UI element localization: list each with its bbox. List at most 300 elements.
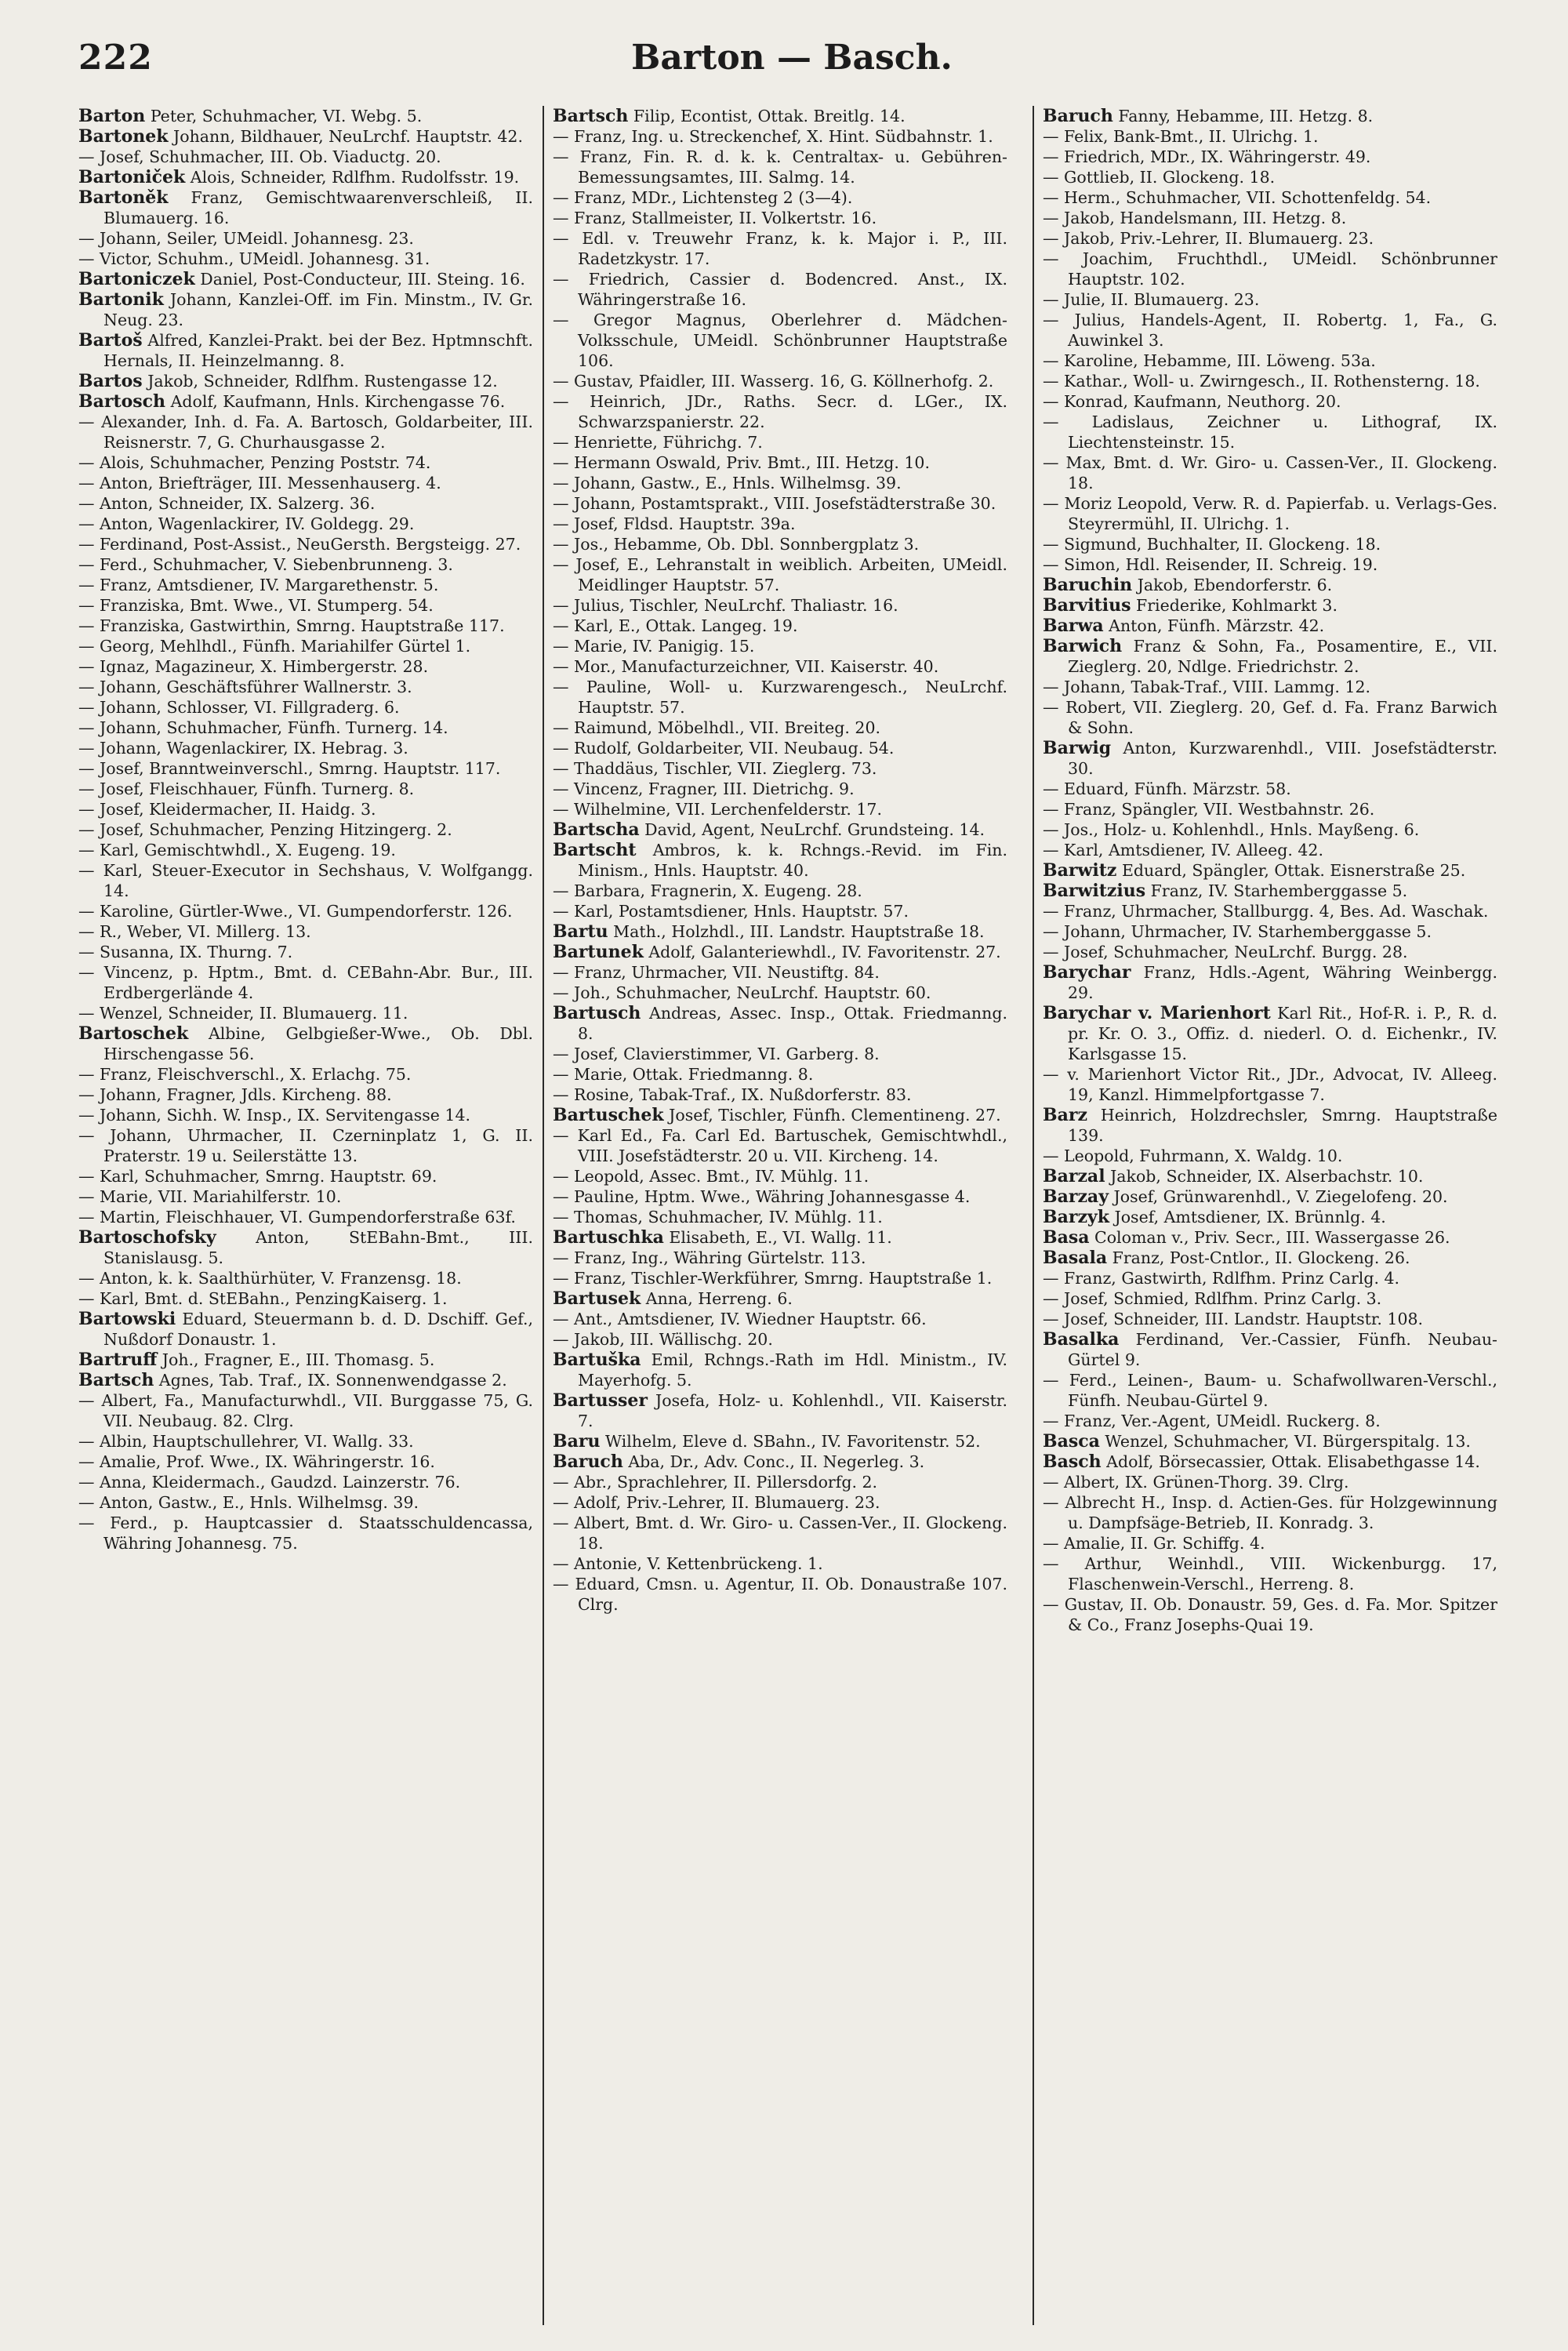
entry-details: Anton, Schneider, IX. Salzerg. 36.	[100, 494, 376, 513]
entry-details: Marie, VII. Mariahilferstr. 10.	[100, 1187, 342, 1206]
entry-dash: —	[78, 494, 100, 513]
entry-details: Franziska, Bmt. Wwe., VI. Stumperg. 54.	[100, 596, 434, 615]
entry-details: Josef, Kleidermacher, II. Haidg. 3.	[100, 800, 376, 819]
entry-dash: —	[1043, 1269, 1065, 1288]
entry-details: Arthur, Weinhdl., VIII. Wickenburgg. 17, Flaschenwein-Verschl., Herreng. 8.	[1068, 1554, 1497, 1593]
entry-dash: —	[78, 229, 100, 248]
directory-entry	[1043, 840, 1497, 860]
directory-entry	[78, 1513, 533, 1553]
entry-details: Marie, Ottak. Friedmanng. 8.	[574, 1065, 814, 1084]
entry-details: Friederike, Kohlmarkt 3.	[1136, 596, 1338, 615]
entry-details: Antonie, V. Kettenbrückeng. 1.	[574, 1554, 823, 1573]
column-2	[553, 106, 1007, 2325]
directory-entry	[78, 1085, 533, 1105]
entry-surname: Basch	[1043, 1452, 1102, 1472]
entry-details: Aba, Dr., Adv. Conc., II. Negerleg. 3.	[628, 1452, 925, 1471]
directory-entry	[553, 1431, 1007, 1452]
entry-details: Herm., Schuhmacher, VII. Schottenfeldg. 54.	[1064, 188, 1432, 207]
entry-details: Ferd., Leinen-, Baum- u. Schafwollwaren-Verschl., Fünfh. Neubau-Gürtel 9.	[1068, 1371, 1497, 1410]
directory-entry	[553, 452, 1007, 473]
entry-details: Karl, E., Ottak. Langeg. 19.	[574, 616, 798, 635]
entry-surname: Basalka	[1043, 1329, 1120, 1350]
entry-details: Franz, Spängler, VII. Westbahnstr. 26.	[1064, 800, 1375, 819]
directory-entry	[553, 819, 1007, 840]
entry-dash: —	[553, 657, 575, 676]
directory-entry	[78, 1370, 533, 1390]
entry-details: Alois, Schneider, Rdlfhm. Rudolfsstr. 19.	[190, 168, 520, 187]
entry-details: Amalie, II. Gr. Schiffg. 4.	[1064, 1534, 1265, 1553]
directory-entry	[1043, 1370, 1497, 1411]
entry-details: Anton, Gastw., E., Hnls. Wilhelmsg. 39.	[100, 1493, 419, 1512]
directory-entry	[553, 514, 1007, 534]
entry-details: Jakob, Ebendorferstr. 6.	[1137, 576, 1333, 594]
directory-entry	[1043, 452, 1497, 493]
entry-surname: Bartos	[78, 371, 143, 391]
entry-surname: Bartowski	[78, 1309, 176, 1329]
entry-dash: —	[553, 739, 575, 758]
directory-entry	[553, 1085, 1007, 1105]
entry-surname: Bartonek	[78, 126, 169, 147]
directory-entry	[1043, 779, 1497, 799]
entry-dash: —	[1043, 1534, 1065, 1553]
directory-entry	[1043, 1105, 1497, 1146]
directory-entry	[78, 942, 533, 962]
entry-dash: —	[553, 372, 575, 391]
entry-details: Adolf, Galanteriewhdl., IV. Favoritenstr. 27.	[648, 943, 1001, 961]
directory-entry	[78, 1492, 533, 1513]
entry-details: Johann, Wagenlackirer, IX. Hebrag. 3.	[100, 739, 408, 758]
entry-details: Georg, Mehlhdl., Fünfh. Mariahilfer Gürtel 1.	[100, 637, 471, 656]
directory-entry	[553, 1003, 1007, 1044]
directory-entry	[1043, 697, 1497, 738]
entry-dash: —	[1043, 820, 1065, 839]
directory-entry	[553, 493, 1007, 514]
entry-dash: —	[78, 576, 100, 594]
entry-details: Josef, Tischler, Fünfh. Clementineng. 27.	[669, 1106, 1001, 1125]
entry-details: Vincenz, Fragner, III. Dietrichg. 9.	[574, 779, 855, 798]
directory-entry	[1043, 351, 1497, 371]
entry-details: Albert, Bmt. d. Wr. Giro- u. Cassen-Ver., II. Glockeng. 18.	[574, 1513, 1007, 1553]
directory-entry	[78, 554, 533, 575]
running-head: Barton — Basch.	[631, 38, 953, 78]
directory-entry	[78, 1186, 533, 1207]
directory-entry	[78, 1023, 533, 1064]
directory-entry	[78, 799, 533, 819]
entry-details: Franz, Amtsdiener, IV. Margarethenstr. 5.	[100, 576, 439, 594]
entry-dash: —	[553, 1248, 575, 1267]
entry-details: Josef, Schuhmacher, III. Ob. Viaductg. 20.	[100, 147, 441, 166]
entry-dash: —	[1043, 841, 1065, 859]
entry-surname: Bartoněk	[78, 187, 169, 208]
directory-entry	[1043, 860, 1497, 881]
entry-details: Josef, Fldsd. Hauptstr. 39a.	[574, 514, 796, 533]
directory-entry	[1043, 901, 1497, 921]
entry-details: Wilhelmine, VII. Lerchenfelderstr. 17.	[574, 800, 882, 819]
entry-dash: —	[78, 800, 100, 819]
entry-dash: —	[78, 1473, 100, 1492]
entry-dash: —	[78, 596, 100, 615]
directory-entry	[553, 942, 1007, 962]
entry-surname: Bartsch	[78, 1370, 154, 1390]
entry-details: Anton, Briefträger, III. Messenhauserg. 4.	[100, 474, 441, 492]
entry-dash: —	[78, 759, 100, 778]
entry-dash: —	[78, 1106, 100, 1125]
entry-details: Alois, Schuhmacher, Penzing Poststr. 74.	[100, 453, 431, 472]
entry-details: v. Marienhort Victor Rit., JDr., Advocat, IV. Alleeg. 19, Kanzl. Himmelpfortgasse 7.	[1067, 1065, 1497, 1104]
entry-dash: —	[1043, 372, 1065, 391]
entry-details: Jakob, Schneider, IX. Alserbachstr. 10.	[1110, 1167, 1424, 1186]
entry-details: Albin, Hauptschullehrer, VI. Wallg. 33.	[100, 1432, 414, 1451]
entry-details: Franz, Fin. R. d. k. k. Centraltax- u. Gebühren-Bemessungsamtes, III. Salmg. 14.	[578, 147, 1007, 187]
directory-entry	[1043, 1553, 1497, 1594]
entry-dash: —	[1043, 412, 1092, 431]
entry-surname: Bartusch	[553, 1003, 641, 1023]
directory-entry	[553, 1574, 1007, 1615]
entry-details: Victor, Schuhm., UMeidl. Johannesg. 31.	[100, 249, 430, 268]
directory-entry	[1043, 249, 1497, 289]
directory-entry	[78, 697, 533, 718]
entry-details: Johann, Bildhauer, NeuLrchf. Hauptstr. 42.	[173, 127, 523, 146]
entry-details: Thomas, Schuhmacher, IV. Mühlg. 11.	[574, 1208, 883, 1226]
directory-entry	[1043, 1533, 1497, 1553]
entry-surname: Bartusek	[553, 1288, 641, 1309]
entry-details: Math., Holzhdl., III. Landstr. Hauptstraße 18.	[613, 922, 985, 941]
entry-details: Wenzel, Schuhmacher, VI. Bürgerspitalg. 13.	[1105, 1432, 1471, 1451]
entry-details: Jakob, Handelsmann, III. Hetzg. 8.	[1064, 209, 1347, 227]
entry-details: Gregor Magnus, Oberlehrer d. Mädchen-Volksschule, UMeidl. Schönbrunner Hauptstraße 106.	[578, 311, 1007, 370]
directory-entry	[553, 901, 1007, 921]
entry-dash: —	[78, 1289, 100, 1308]
entry-dash: —	[78, 718, 100, 737]
entry-dash: —	[553, 433, 575, 452]
entry-surname: Bartu	[553, 921, 608, 942]
entry-details: Johann, Uhrmacher, IV. Starhemberggasse 5.	[1064, 922, 1432, 941]
directory-entry	[553, 1452, 1007, 1472]
directory-entry	[553, 1105, 1007, 1125]
entry-dash: —	[78, 147, 100, 166]
entry-details: Amalie, Prof. Wwe., IX. Währingerstr. 16.	[100, 1452, 435, 1471]
entry-dash: —	[78, 1065, 100, 1084]
directory-entry	[78, 289, 533, 330]
directory-entry	[1043, 921, 1497, 942]
entry-details: David, Agent, NeuLrchf. Grundsteing. 14.	[644, 820, 985, 839]
entry-details: Heinrich, Holzdrechsler, Smrng. Hauptstraße 139.	[1068, 1106, 1497, 1145]
directory-entry	[78, 718, 533, 738]
entry-details: Anna, Herreng. 6.	[645, 1289, 793, 1308]
directory-entry	[553, 1186, 1007, 1207]
directory-entry	[78, 1207, 533, 1227]
directory-entry	[78, 473, 533, 493]
entry-dash: —	[553, 392, 590, 411]
entry-details: Kathar., Woll- u. Zwirngesch., II. Rothensterng. 18.	[1064, 372, 1480, 391]
column-1	[78, 106, 533, 2325]
entry-details: Karl Ed., Fa. Carl Ed. Bartuschek, Gemischtwhdl., VIII. Josefstädterstr. 20 u. VII. Kircheng. 14.	[577, 1126, 1007, 1165]
entry-dash: —	[553, 1045, 575, 1063]
entry-dash: —	[78, 616, 100, 635]
directory-entry	[78, 738, 533, 758]
directory-entry	[78, 962, 533, 1003]
entry-surname: Bartoschek	[78, 1023, 189, 1044]
column-rule	[1033, 106, 1034, 2325]
entry-dash: —	[553, 902, 575, 921]
entry-dash: —	[1043, 943, 1065, 961]
entry-dash: —	[78, 678, 100, 696]
directory-entry	[553, 432, 1007, 452]
entry-details: Martin, Fleischhauer, VI. Gumpendorferstraße 63f.	[100, 1208, 516, 1226]
entry-dash: —	[1043, 229, 1065, 248]
directory-entry	[1043, 147, 1497, 167]
entry-details: Johann, Kanzlei-Off. im Fin. Minstm., IV. Gr. Neug. 23.	[103, 290, 533, 329]
entry-dash: —	[78, 514, 100, 533]
directory-entry	[78, 921, 533, 942]
entry-details: Anton, Wagenlackirer, IV. Goldegg. 29.	[100, 514, 415, 533]
entry-dash: —	[78, 657, 100, 676]
entry-dash: —	[553, 1187, 575, 1206]
entry-details: Karl, Amtsdiener, IV. Alleeg. 42.	[1064, 841, 1323, 859]
entry-details: Pauline, Woll- u. Kurzwarengesch., NeuLrchf. Hauptstr. 57.	[578, 678, 1007, 717]
entry-surname: Bartusser	[553, 1390, 648, 1411]
directory-entry	[78, 187, 533, 228]
entry-surname: Barzal	[1043, 1166, 1105, 1186]
page-number: 222	[78, 38, 153, 78]
directory-entry	[78, 1390, 533, 1431]
entry-dash: —	[78, 698, 100, 717]
entry-dash: —	[553, 1065, 575, 1084]
entry-details: Josef, Fleischhauer, Fünfh. Turnerg. 8.	[100, 779, 415, 798]
directory-entry	[1043, 493, 1497, 534]
entry-details: Franz, Ing. u. Streckenchef, X. Hint. Südbahnstr. 1.	[574, 127, 993, 146]
entry-details: Heinrich, JDr., Raths. Secr. d. LGer., IX. Schwarzspanierstr. 22.	[578, 392, 1007, 431]
entry-details: Anton, Fünfh. Märzstr. 42.	[1109, 616, 1325, 635]
entry-details: Albert, IX. Grünen-Thorg. 39. Clrg.	[1064, 1473, 1349, 1492]
entry-details: Gustav, II. Ob. Donaustr. 59, Ges. d. Fa. Mor. Spitzer & Co., Franz Josephs-Quai 19.	[1064, 1595, 1497, 1634]
directory-entry	[1043, 1452, 1497, 1472]
entry-surname: Barton	[78, 106, 146, 126]
directory-entry	[78, 371, 533, 391]
entry-details: Albine, Gelbgießer-Wwe., Ob. Dbl. Hirschengasse 56.	[103, 1024, 533, 1063]
entry-surname: Bartoš	[78, 330, 143, 351]
entry-details: Alfred, Kanzlei-Prakt. bei der Bez. Hptmnschft. Hernals, II. Heinzelmanng. 8.	[103, 331, 533, 370]
directory-entry	[1043, 1594, 1497, 1635]
entry-surname: Basa	[1043, 1227, 1090, 1248]
directory-entry	[553, 147, 1007, 187]
entry-details: Eduard, Spängler, Ottak. Eisnerstraße 25.	[1121, 861, 1466, 880]
entry-details: Adolf, Priv.-Lehrer, II. Blumauerg. 23.	[574, 1493, 880, 1512]
entry-dash: —	[1043, 1146, 1065, 1165]
entry-dash: —	[553, 188, 575, 207]
directory-entry	[553, 881, 1007, 901]
directory-entry	[553, 1390, 1007, 1431]
directory-entry	[1043, 208, 1497, 228]
directory-entry	[1043, 1146, 1497, 1166]
entry-details: Ladislaus, Zeichner u. Lithograf, IX. Liechtensteinstr. 15.	[1068, 412, 1497, 452]
entry-details: Josef, Amtsdiener, IX. Brünnlg. 4.	[1114, 1208, 1386, 1226]
entry-details: Franz, Hdls.-Agent, Währing Weinbergg. 29.	[1068, 963, 1497, 1002]
directory-entry	[553, 1553, 1007, 1574]
entry-details: Ferd., Schuhmacher, V. Siebenbrunneng. 3.	[100, 555, 453, 574]
entry-dash: —	[78, 1004, 100, 1023]
directory-entry	[78, 860, 533, 901]
entry-details: Karl, Postamtsdiener, Hnls. Hauptstr. 57.	[574, 902, 909, 921]
entry-details: Ferdinand, Post-Assist., NeuGersth. Bergsteigg. 27.	[100, 535, 521, 554]
entry-dash: —	[1043, 1493, 1065, 1512]
entry-dash: —	[1043, 1065, 1068, 1084]
directory-entry	[1043, 881, 1497, 901]
entry-details: Karl, Schuhmacher, Smrng. Hauptstr. 69.	[100, 1167, 437, 1186]
entry-details: Eduard, Cmsn. u. Agentur, II. Ob. Donaustraße 107. Clrg.	[575, 1575, 1007, 1614]
entry-surname: Bartoschofsky	[78, 1227, 216, 1248]
entry-dash: —	[1043, 249, 1083, 268]
entry-details: Pauline, Hptm. Wwe., Währing Johannesgasse 4.	[574, 1187, 971, 1206]
entry-dash: —	[1043, 209, 1065, 227]
directory-entry	[1043, 1227, 1497, 1248]
entry-dash: —	[78, 820, 100, 839]
entry-surname: Bartuschek	[553, 1105, 664, 1125]
entry-details: Franz, Ver.-Agent, UMeidl. Ruckerg. 8.	[1064, 1412, 1381, 1430]
directory-entry	[78, 1452, 533, 1472]
directory-entry	[78, 126, 533, 147]
directory-entry	[1043, 636, 1497, 677]
entry-surname: Baruch	[1043, 106, 1113, 126]
entry-dash: —	[1043, 453, 1066, 472]
entry-dash: —	[1043, 535, 1065, 554]
entry-details: Gustav, Pfaidler, III. Wasserg. 16, G. Köllnerhofg. 2.	[574, 372, 994, 391]
entry-details: Daniel, Post-Conducteur, III. Steing. 16.	[200, 270, 525, 289]
directory-entry	[553, 1350, 1007, 1390]
entry-surname: Barychar	[1043, 962, 1131, 983]
entry-details: Coloman v., Priv. Secr., III. Wassergasse 26.	[1094, 1228, 1450, 1247]
directory-entry	[553, 595, 1007, 616]
directory-entry	[553, 1227, 1007, 1248]
directory-entry	[78, 1472, 533, 1492]
entry-details: Ferdinand, Ver.-Cassier, Fünfh. Neubau-Gürtel 9.	[1068, 1330, 1497, 1369]
entry-details: Johann, Schuhmacher, Fünfh. Turnerg. 14.	[100, 718, 448, 737]
entry-dash: —	[553, 127, 575, 146]
directory-entry	[553, 1064, 1007, 1085]
entry-dash: —	[553, 881, 575, 900]
entry-dash: —	[78, 779, 100, 798]
directory-entry	[1043, 1207, 1497, 1227]
entry-dash: —	[78, 1167, 100, 1186]
entry-details: Franz, Uhrmacher, VII. Neustiftg. 84.	[574, 963, 880, 982]
entry-details: Friedrich, Cassier d. Bodencred. Anst., IX. Währingerstraße 16.	[578, 270, 1007, 309]
entry-details: Ambros, k. k. Rchngs.-Revid. im Fin. Minism., Hnls. Hauptstr. 40.	[578, 841, 1007, 880]
entry-details: Jakob, Schneider, Rdlfhm. Rustengasse 12.	[147, 372, 498, 391]
entry-dash: —	[1043, 922, 1065, 941]
directory-entry	[1043, 1186, 1497, 1207]
directory-entry	[553, 921, 1007, 942]
directory-entry	[1043, 187, 1497, 208]
entry-dash: —	[78, 1208, 100, 1226]
entry-dash: —	[1043, 1554, 1085, 1573]
directory-entry	[553, 1329, 1007, 1350]
entry-details: Leopold, Fuhrmann, X. Waldg. 10.	[1064, 1146, 1343, 1165]
entry-dash: —	[553, 311, 594, 329]
entry-surname: Bartuschka	[553, 1227, 664, 1248]
entry-details: Johann, Gastw., E., Hnls. Wilhelmsg. 39.	[574, 474, 902, 492]
directory-entry	[78, 677, 533, 697]
entry-dash: —	[553, 229, 583, 248]
entry-details: Gottlieb, II. Glockeng. 18.	[1064, 168, 1276, 187]
entry-dash: —	[1043, 698, 1066, 717]
entry-details: Franz, MDr., Lichtensteg 2 (3—4).	[574, 188, 853, 207]
entry-surname: Barwitzius	[1043, 881, 1146, 901]
entry-dash: —	[553, 453, 575, 472]
directory-entry	[553, 656, 1007, 677]
entry-dash: —	[1043, 1473, 1065, 1492]
entry-details: Josef, Schuhmacher, Penzing Hitzingerg. 2.	[100, 820, 452, 839]
directory-entry	[553, 1207, 1007, 1227]
entry-dash: —	[1043, 779, 1065, 798]
directory-entry	[78, 330, 533, 371]
directory-entry	[78, 167, 533, 187]
entry-surname: Barwig	[1043, 738, 1112, 758]
directory-entry	[553, 208, 1007, 228]
entry-details: Johann, Uhrmacher, II. Czerninplatz 1, G. II. Praterstr. 19 u. Seilerstätte 13.	[103, 1126, 533, 1165]
entry-details: Franz, Uhrmacher, Stallburgg. 4, Bes. Ad. Waschak.	[1064, 902, 1489, 921]
entry-details: Franz, Fleischverschl., X. Erlachg. 75.	[100, 1065, 412, 1084]
directory-entry	[553, 983, 1007, 1003]
directory-entry	[78, 534, 533, 554]
directory-entry	[553, 677, 1007, 718]
entry-dash: —	[78, 902, 100, 921]
directory-entry	[78, 758, 533, 779]
directory-entry	[78, 514, 533, 534]
entry-dash: —	[1043, 392, 1065, 411]
entry-details: Josefa, Holz- u. Kohlenhdl., VII. Kaiserstr. 7.	[578, 1391, 1007, 1430]
entry-dash: —	[78, 474, 100, 492]
directory-entry	[1043, 1003, 1497, 1064]
entry-details: Jakob, Priv.-Lehrer, II. Blumauerg. 23.	[1064, 229, 1374, 248]
entry-dash: —	[78, 1269, 100, 1288]
entry-details: Franz, Stallmeister, II. Volkertstr. 16.	[574, 209, 877, 227]
entry-details: Johann, Fragner, Jdls. Kircheng. 88.	[100, 1085, 392, 1104]
entry-details: Agnes, Tab. Traf., IX. Sonnenwendgasse 2.	[158, 1371, 507, 1390]
directory-entry	[1043, 228, 1497, 249]
directory-entry	[1043, 1309, 1497, 1329]
entry-dash: —	[553, 147, 580, 166]
directory-entry	[553, 473, 1007, 493]
entry-details: Karl, Gemischtwhdl., X. Eugeng. 19.	[100, 841, 396, 859]
entry-details: Edl. v. Treuwehr Franz, k. k. Major i. P., III. Radetzkystr. 17.	[578, 229, 1007, 268]
entry-details: Karoline, Gürtler-Wwe., VI. Gumpendorferstr. 126.	[100, 902, 513, 921]
entry-dash: —	[78, 1513, 111, 1532]
entry-details: Thaddäus, Tischler, VII. Zieglerg. 73.	[574, 759, 877, 778]
entry-details: Franz & Sohn, Fa., Posamentire, E., VII. Zieglerg. 20, Ndlge. Friedrichstr. 2.	[1068, 637, 1497, 676]
entry-details: Peter, Schuhmacher, VI. Webg. 5.	[150, 107, 423, 125]
entry-details: Franziska, Gastwirthin, Smrng. Hauptstraße 117.	[100, 616, 505, 635]
entry-details: Ant., Amtsdiener, IV. Wiedner Hauptstr. 66.	[574, 1310, 927, 1328]
directory-entry	[1043, 412, 1497, 452]
entry-surname: Bartosch	[78, 391, 166, 412]
entry-dash: —	[1043, 902, 1065, 921]
directory-entry	[1043, 106, 1497, 126]
entry-surname: Bartscha	[553, 819, 640, 840]
directory-entry	[1043, 1472, 1497, 1492]
entry-dash: —	[553, 637, 575, 656]
directory-entry	[553, 718, 1007, 738]
entry-details: Julius, Tischler, NeuLrchf. Thaliastr. 16.	[574, 596, 898, 615]
page-header	[78, 38, 1505, 85]
entry-details: Franz, Gastwirth, Rdlfhm. Prinz Carlg. 4.	[1064, 1269, 1400, 1288]
directory-entry	[1043, 167, 1497, 187]
entry-details: Andreas, Assec. Insp., Ottak. Friedmanng. 8.	[578, 1004, 1007, 1043]
entry-details: Johann, Tabak-Traf., VIII. Lammg. 12.	[1064, 678, 1371, 696]
directory-entry	[78, 1166, 533, 1186]
entry-surname: Barwitz	[1043, 860, 1117, 881]
directory-entry	[78, 1064, 533, 1085]
directory-entry	[553, 962, 1007, 983]
